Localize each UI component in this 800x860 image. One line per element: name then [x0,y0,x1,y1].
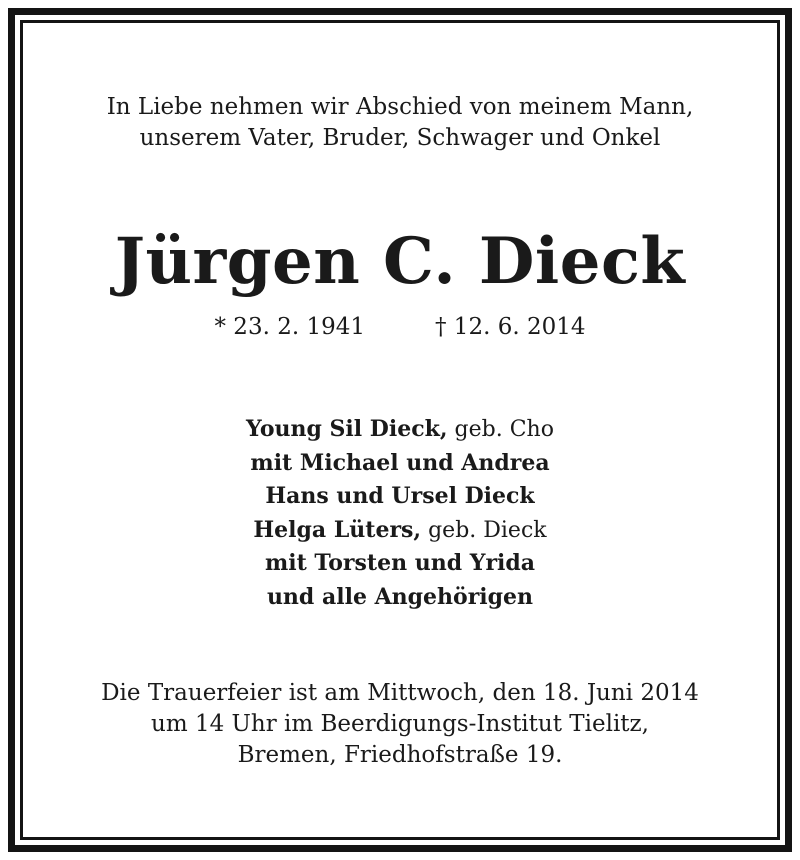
mourner-line [0,480,800,514]
mourner-line [0,547,800,581]
mourner-line [0,413,800,447]
intro-text [0,92,800,154]
mourner-note: geb. Dieck [421,517,547,543]
intro-line-2: unserem Vater, Bruder, Schwager und Onkel [139,125,661,151]
mourner-name: und alle Angehörigen [266,583,534,610]
service-line-3: Bremen, Friedhofstraße 19. [237,742,563,768]
birth-date: * 23. 2. 1941 [214,314,365,340]
service-line-1: Die Trauerfeier ist am Mittwoch, den 18. Juni 2014 [101,680,699,706]
funeral-service-info [0,678,800,771]
mourners-list [0,413,800,614]
mourner-name: Helga Lüters, [253,516,422,543]
mourner-line [0,514,800,548]
life-dates [0,312,800,342]
mourner-name: Young Sil Dieck, [246,416,448,442]
mourner-note: geb. Cho [447,417,554,442]
intro-line-1: In Liebe nehmen wir Abschied von meinem Mann, [106,94,694,120]
mourner-line [0,447,800,481]
service-line-2: um 14 Uhr im Beerdigungs-Institut Tielitz, [151,711,649,737]
mourner-name: Hans und Ursel Dieck [265,483,535,509]
death-date: † 12. 6. 2014 [435,314,586,340]
mourner-line [0,581,800,615]
mourner-name: mit Torsten und Yrida [264,550,536,576]
mourner-name: mit Michael und Andrea [250,449,550,476]
deceased-name: Jürgen C. Dieck [114,224,686,299]
